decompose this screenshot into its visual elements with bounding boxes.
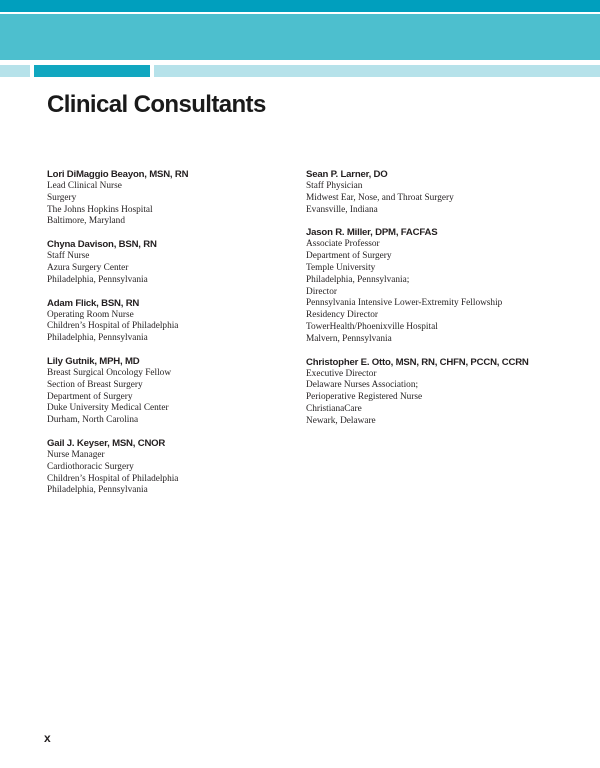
- consultant-detail-line: Nurse Manager: [47, 449, 105, 460]
- consultant-name: Sean P. Larner, DO: [306, 169, 388, 180]
- consultant-detail-line: Philadelphia, Pennsylvania: [47, 333, 148, 344]
- consultant-detail-line: Duke University Medical Center: [47, 403, 169, 414]
- consultant-detail-line: Baltimore, Maryland: [47, 216, 125, 227]
- consultant-detail-line: Staff Nurse: [47, 251, 90, 262]
- consultant-detail-line: The Johns Hopkins Hospital: [47, 204, 153, 215]
- consultant-detail-line: Surgery: [47, 192, 77, 203]
- consultant-detail-line: Director: [306, 286, 337, 297]
- consultant-name: Jason R. Miller, DPM, FACFAS: [306, 227, 438, 239]
- consultant-detail-line: Breast Surgical Oncology Fellow: [47, 367, 172, 378]
- consultant-entry: [47, 238, 302, 286]
- consultant-detail-line: Malvern, Pennsylvania: [306, 333, 392, 344]
- consultant-name: Adam Flick, BSN, RN: [47, 297, 140, 309]
- consultant-entry: [306, 226, 576, 345]
- consultant-detail-line: Children’s Hospital of Philadelphia: [47, 473, 179, 484]
- consultant-detail-line: TowerHealth/Phoenixville Hospital: [306, 321, 438, 332]
- consultant-name: Christopher E. Otto, MSN, RN, CHFN, PCCN, CCRN: [306, 356, 529, 368]
- header-band-top: [0, 0, 600, 12]
- consultant-entry: [47, 355, 302, 427]
- consultant-detail-line: Executive Director: [306, 368, 377, 379]
- consultant-detail-line: Department of Surgery: [306, 251, 392, 262]
- consultant-detail-line: Cardiothoracic Surgery: [47, 461, 134, 472]
- consultant-detail-line: Lead Clinical Nurse: [47, 181, 122, 191]
- consultant-detail-line: Azura Surgery Center: [47, 262, 129, 273]
- consultant-entry: [47, 437, 302, 497]
- consultant-name: Lori DiMaggio Beayon, MSN, RN: [47, 169, 189, 180]
- consultant-entry: [306, 356, 576, 428]
- header-band: [0, 14, 600, 60]
- consultant-detail-line: Operating Room Nurse: [47, 309, 134, 320]
- consultant-detail-line: Philadelphia, Pennsylvania;: [306, 274, 410, 285]
- consultant-name: Chyna Davison, BSN, RN: [47, 239, 157, 251]
- consultant-entry: [47, 297, 302, 345]
- consultant-name: Lily Gutnik, MPH, MD: [47, 355, 140, 367]
- consultant-detail-line: Midwest Ear, Nose, and Throat Surgery: [306, 192, 454, 203]
- consultant-detail-line: Section of Breast Surgery: [47, 379, 143, 390]
- consultant-detail-line: Newark, Delaware: [306, 415, 376, 426]
- consultant-detail-line: Evansville, Indiana: [306, 204, 378, 215]
- consultant-detail-line: Children’s Hospital of Philadelphia: [47, 321, 179, 332]
- consultant-detail-line: Staff Physician: [306, 181, 363, 191]
- consultants-column-left: [47, 168, 302, 507]
- consultant-detail-line: Department of Surgery: [47, 391, 133, 402]
- header-tab-left: [0, 65, 30, 77]
- consultant-detail-line: Associate Professor: [306, 239, 380, 250]
- consultant-detail-line: Temple University: [306, 262, 376, 273]
- consultant-detail-line: Philadelphia, Pennsylvania: [47, 274, 148, 285]
- consultants-column-right: [306, 168, 576, 438]
- page-number: x: [44, 731, 51, 745]
- consultant-detail-line: ChristianaCare: [306, 403, 362, 414]
- consultant-detail-line: Perioperative Registered Nurse: [306, 392, 423, 403]
- consultant-entry: [306, 168, 576, 216]
- consultant-detail-line: Philadelphia, Pennsylvania: [47, 485, 148, 496]
- consultant-entry: [47, 168, 302, 228]
- consultant-name: Gail J. Keyser, MSN, CNOR: [47, 437, 166, 449]
- consultant-detail-line: Residency Director: [306, 310, 379, 321]
- header-tab-right: [154, 65, 600, 77]
- header-tab-accent: [34, 65, 150, 77]
- page-title: Clinical Consultants: [47, 91, 266, 118]
- consultant-detail-line: Delaware Nurses Association;: [306, 380, 419, 391]
- consultant-detail-line: Pennsylvania Intensive Lower-Extremity Fellowship: [306, 298, 503, 309]
- consultant-detail-line: Durham, North Carolina: [47, 415, 139, 426]
